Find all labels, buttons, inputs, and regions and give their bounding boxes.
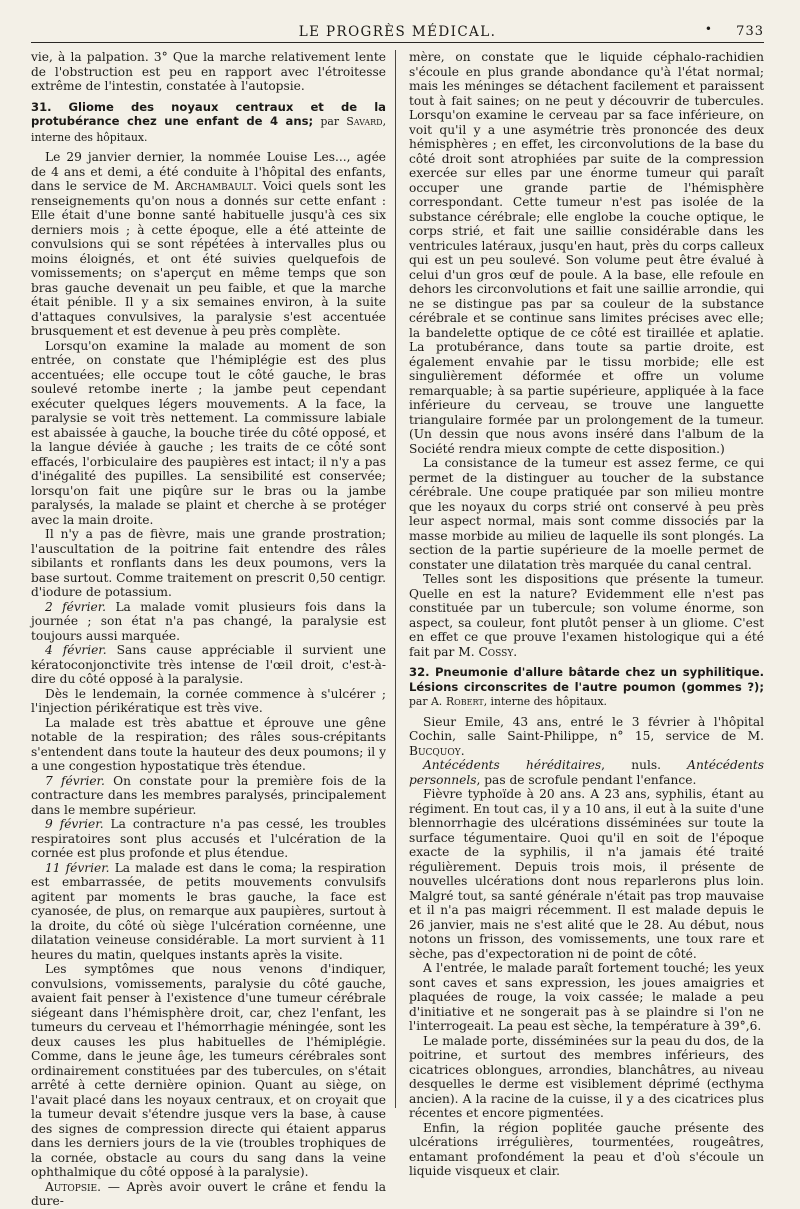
section-number: 32. bbox=[409, 665, 430, 679]
section-title: Pneumonie d'allure bâtarde chez un syphilitique. Lésions circonscrites de l'autre poumon (gommes ?); bbox=[409, 665, 764, 694]
physician-name: Cossy bbox=[478, 645, 513, 659]
text-run: , nuls. bbox=[601, 758, 687, 772]
section-number: 31. bbox=[31, 100, 52, 114]
text-run: . bbox=[513, 645, 517, 659]
text-run: La malade vomit plusieurs fois dans la journée ; son état n'a pas changé, la paralysie est toujours aussi marquée. bbox=[31, 600, 386, 643]
paragraph bbox=[409, 572, 764, 659]
header-mark: • bbox=[705, 22, 712, 36]
author-name: Robert bbox=[446, 695, 484, 708]
history-label: Antécédents personnels bbox=[409, 758, 764, 787]
autopsy-label: Autopsie. bbox=[45, 1180, 101, 1194]
paragraph bbox=[31, 861, 386, 963]
text-run: Le 29 janvier dernier, la nommée Louise Les..., agée de 4 ans et demi, a été conduite à l'hôpital des enfants, dans le service de M. bbox=[31, 150, 386, 193]
section-heading-32 bbox=[409, 665, 764, 710]
left-column bbox=[31, 50, 386, 1114]
author-prefix: par A. bbox=[409, 695, 442, 708]
two-column-body bbox=[31, 50, 764, 1114]
physician-name: Bucquoy bbox=[409, 744, 461, 758]
text-run: Sans cause appréciable il survient une kératoconjonctivite très intense de l'œil droit, c'est-à-dire du côté opposé à la paralysie. bbox=[31, 643, 386, 686]
author-suffix: , interne des hôpitaux. bbox=[31, 115, 386, 144]
date-label: 9 février. bbox=[45, 817, 104, 831]
column-divider bbox=[395, 50, 396, 1108]
paragraph: Enfin, la région poplitée gauche présente des ulcérations irrégulières, tourmentées, rougeâtres, entamant profondément la peau et d'où s'écoule un liquide visqueux et clair. bbox=[409, 1121, 764, 1179]
section-heading-31 bbox=[31, 100, 386, 146]
text-run: — Après avoir ouvert le crâne et fendu la dure- bbox=[31, 1180, 386, 1209]
paragraph: Il n'y a pas de fièvre, mais une grande prostration; l'auscultation de la poitrine fait entendre des râles sibilants et ronflants dans les deux poumons, vers la base surtout. Comme traitement on prescrit 0,50 centigr. d'iodure de potassium. bbox=[31, 527, 386, 600]
paragraph bbox=[31, 600, 386, 644]
date-label: 7 février. bbox=[45, 774, 105, 788]
date-label: 4 février. bbox=[45, 643, 107, 657]
text-run: La contracture n'a pas cessé, les troubles respiratoires sont plus accusés et l'ulcération de la cornée est plus profonde et plus étendue. bbox=[31, 817, 386, 860]
paragraph bbox=[409, 758, 764, 787]
paragraph: Lorsqu'on examine la malade au moment de son entrée, on constate que l'hémiplégie est des plus accentuées; elle occupe tout le côté gauche, le bras soulevé retombe inerte ; la jambe peut cependant exécuter quelques légers mouvements. A la face, la paralysie se voit très nettement. La commissure labiale est abaissée à gauche, la bouche tirée du côté opposé, et la langue déviée à gauche ; les traits de ce côté sont effacés, l'orbiculaire des paupières est intact; il n'y a pas d'inégalité des pupilles. La sensibilité est conservée; lorsqu'on fait une piqûre sur le bras ou la jambe paralysés, la malade se plaint et cherche à se protéger avec la main droite. bbox=[31, 339, 386, 528]
right-column bbox=[409, 50, 764, 1114]
paragraph: Les symptômes que nous venons d'indiquer, convulsions, vomissements, paralysie du côté gauche, avaient fait penser à l'existence d'une tumeur cérébrale siégeant dans l'hémisphère droit, car, chez l'enfant, les tumeurs du cerveau et l'hémorrhagie méningée, sont les deux causes les plus habituelles de l'hémiplégie. Comme, dans le jeune âge, les tumeurs cérébrales sont ordinairement constituées par des tubercules, on s'était arrêté à cette dernière opinion. Quant au siège, on l'avait placé dans les noyaux centraux, et on croyait que la tumeur devait s'étendre jusque vers la base, à cause des signes de compression directe qui étaient apparus dans les derniers jours de la vie (troubles trophiques de la cornée, obstacle au cours du sang dans la veine ophthalmique du côté opposé à la paralysie). bbox=[31, 962, 386, 1180]
date-label: 11 février. bbox=[45, 861, 110, 875]
paragraph: Fièvre typhoïde à 20 ans. A 23 ans, syphilis, étant au régiment. En tout cas, il y a 10 ans, il eut à la suite d'une blennorrhagie des ulcérations disséminées sur toute la surface tégumentaire. Quoi qu'il en soit de l'époque exacte de la syphilis, il n'a jamais été traité régulièrement. Depuis trois mois, il présente de nouvelles ulcérations dont nous reparlerons plus loin. Malgré tout, sa santé générale n'était pas trop mauvaise et il n'a pas maigri récemment. Il est malade depuis le 26 janvier, mais ne s'est alité que le 28. Au début, nous notons un frisson, des vomissements, une toux rare et sèche, pas d'expectoration ni de point de côté. bbox=[409, 787, 764, 961]
author-name: Savard bbox=[346, 115, 382, 128]
author-suffix: , interne des hôpitaux. bbox=[484, 695, 607, 708]
paragraph bbox=[409, 715, 764, 759]
text-run: Telles sont les dispositions que présente la tumeur. Quelle en est la nature? Evidemment elle n'est pas constituée par un tubercule; son volume énorme, son aspect, sa couleur, font plutôt penser à un gliome. C'est en effet ce que prouve l'examen histologique qui a été fait par M. bbox=[409, 572, 764, 659]
text-run: La malade est dans le coma; la respiration est embarrassée, de petits mouvements convulsifs agitent par moments le bras gauche, la face est cyanosée, de plus, on remarque aux paupières, surtout à la droite, du côté où siège l'ulcération cornéenne, une dilatation veineuse considérable. La mort survient à 11 heures du matin, quelques instants après la visite. bbox=[31, 861, 386, 962]
text-run: . bbox=[461, 744, 465, 758]
section-title: Gliome des noyaux centraux et de la protubérance chez une enfant de 4 ans; bbox=[31, 100, 386, 129]
paragraph bbox=[31, 817, 386, 861]
author-prefix: par bbox=[321, 115, 340, 128]
text-run: Sieur Emile, 43 ans, entré le 3 février à l'hôpital Cochin, salle Saint-Philippe, n° 15, service de M. bbox=[409, 715, 764, 744]
paragraph: Dès le lendemain, la cornée commence à s'ulcérer ; l'injection périkératique est très vive. bbox=[31, 687, 386, 716]
date-label: 2 février. bbox=[45, 600, 106, 614]
paragraph: A l'entrée, le malade paraît fortement touché; les yeux sont caves et sans expression, les joues amaigries et plaquées de rouge, la voix cassée; le malade a peu d'initiative et ne songerait pas à se plaindre si l'on ne l'interrogeait. La peau est sèche, la température à 39°,6. bbox=[409, 961, 764, 1034]
physician-name: Archambault bbox=[175, 179, 253, 193]
page-header bbox=[31, 22, 764, 43]
paragraph bbox=[31, 643, 386, 687]
journal-title: LE PROGRÈS MÉDICAL. bbox=[31, 24, 764, 40]
paragraph bbox=[31, 1180, 386, 1209]
paragraph bbox=[31, 150, 386, 339]
paragraph: Le malade porte, disséminées sur la peau du dos, de la poitrine, et surtout des membres inférieurs, des cicatrices oblongues, arrondies, blanchâtres, au niveau desquelles le derme est visiblement déprimé (ecthyma ancien). A la racine de la cuisse, il y a des cicatrices plus récentes et encore pigmentées. bbox=[409, 1034, 764, 1121]
text-run: On constate pour la première fois de la contracture dans les membres paralysés, principalement dans le membre supérieur. bbox=[31, 774, 386, 817]
page-number: 733 bbox=[736, 24, 764, 39]
paragraph: mère, on constate que le liquide céphalo-rachidien s'écoule en plus grande abondance qu'à l'état normal; mais les méninges se détachent facilement et paraissent tout à fait saines; on ne peut y découvrir de tubercules. Lorsqu'on examine le cerveau par sa face inférieure, on voit qu'il y a une asymétrie très prononcée des deux hémisphères ; en effet, les circonvolutions de la base du côté droit sont atrophiées par suite de la compression exercée sur elles par une énorme tumeur qui paraît occuper une grande partie de l'hémisphère correspondant. Cette tumeur n'est pas isolée de la substance cérébrale; elle englobe la couche optique, le corps strié, et fait une saillie considérable dans les ventricules latéraux, jusqu'en haut, près du corps calleux qui est un peu soulevé. Son volume peut être évalué à celui d'un gros œuf de poule. A la base, elle refoule en dehors les circonvolutions et fait une saillie arrondie, qui ne se distingue pas par sa couleur de la substance cérébrale et se continue sans limites précises avec elle; la bandelette optique de ce côté est tiraillée et aplatie. La protubérance, dans toute sa partie droite, est également envahie par le tissu morbide; elle est singulièrement déformée et offre un volume remarquable; à sa partie supérieure, appliquée à la face inférieure du cerveau, se trouve une languette triangulaire formée par un prolongement de la tumeur. (Un dessin que nous avons inséré dans l'album de la Société rendra mieux compte de cette disposition.) bbox=[409, 50, 764, 456]
history-label: Antécédents héréditaires bbox=[423, 758, 601, 772]
paragraph: La malade est très abattue et éprouve une gêne notable de la respiration; des râles sous-crépitants s'entendent dans toute la hauteur des deux poumons; il y a une congestion hypostatique très étendue. bbox=[31, 716, 386, 774]
paragraph bbox=[31, 774, 386, 818]
paragraph: vie, à la palpation. 3° Que la marche relativement lente de l'obstruction est peu en rapport avec l'étroitesse extrême de l'intestin, constatée à l'autopsie. bbox=[31, 50, 386, 94]
text-run: , pas de scrofule pendant l'enfance. bbox=[477, 773, 697, 787]
paragraph: La consistance de la tumeur est assez ferme, ce qui permet de la distinguer au toucher de la substance cérébrale. Une coupe pratiquée par son milieu montre que les noyaux du corps strié ont conservé à peu près leur aspect normal, mais sont comme dissociés par la masse morbide au milieu de laquelle ils sont plongés. La section de la partie supérieure de la moelle permet de constater une dilatation très marquée du canal central. bbox=[409, 456, 764, 572]
text-run: . Voici quels sont les renseignements qu'on nous a donnés sur cette enfant : Elle était d'une bonne santé habituelle jusqu'à ces six derniers mois ; à cette époque, elle a été atteinte de convulsions qui se sont répétées à intervalles plus ou moins éloignés, et ont été suivies quelquefois de vomissements; on s'aperçut en même temps que son bras gauche devenait un peu faible, et que la marche était pénible. Il y a six semaines environ, à la suite d'attaques convulsives, la paralysie s'est accentuée brusquement et est devenue à peu près complète. bbox=[31, 179, 386, 338]
